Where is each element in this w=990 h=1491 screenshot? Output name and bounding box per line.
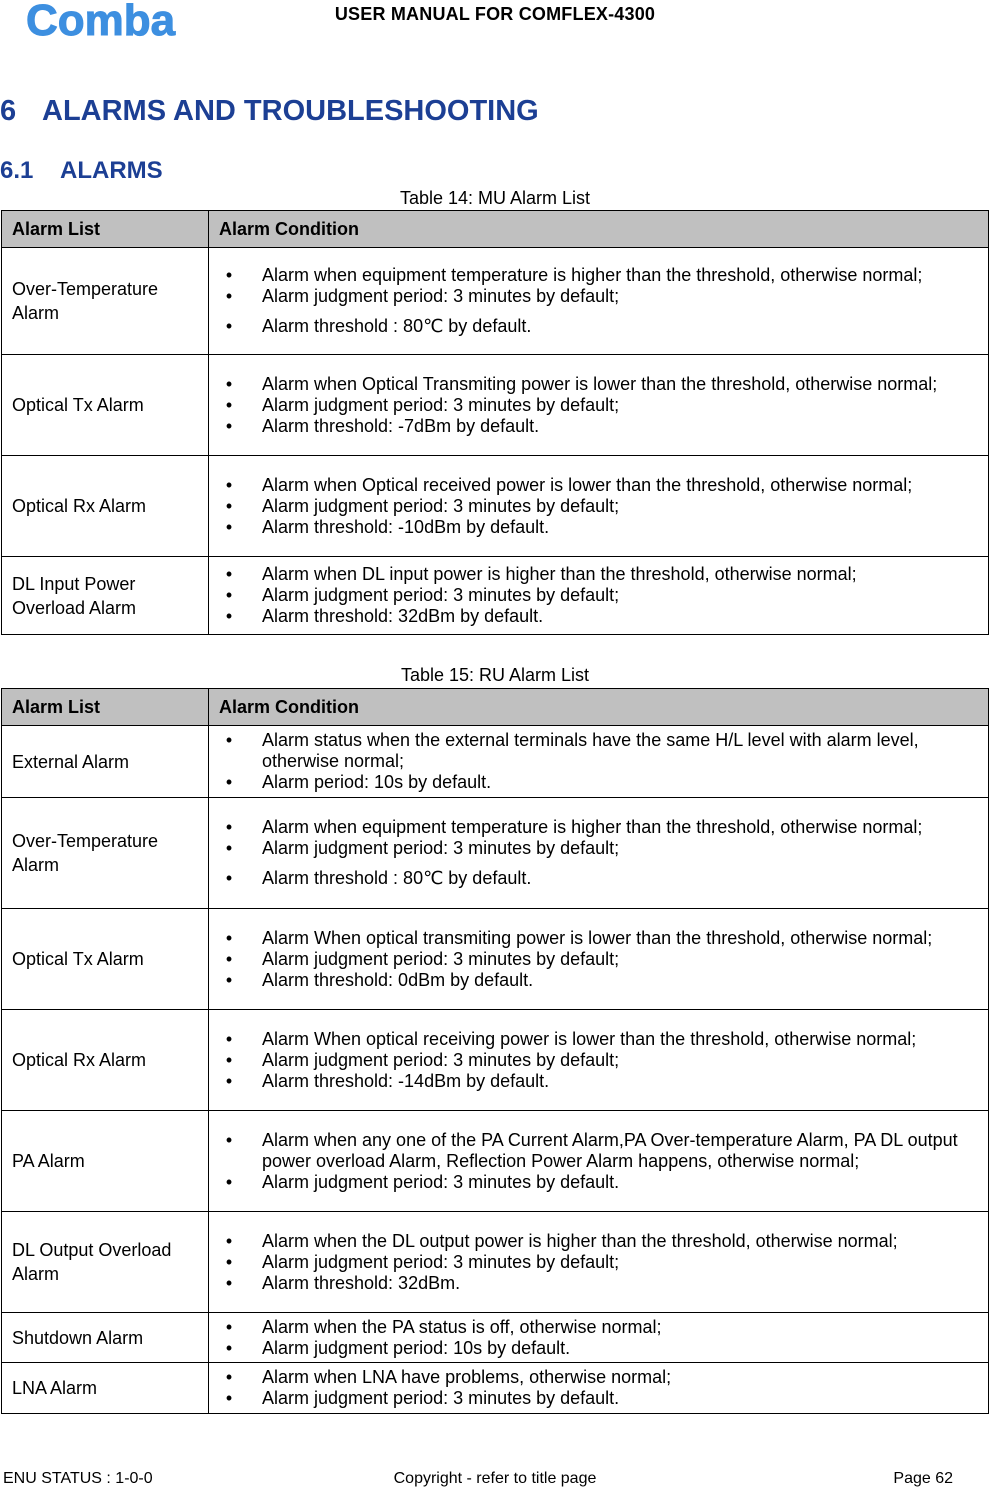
bullet-icon: • [225, 474, 233, 495]
alarm-condition-cell [209, 1363, 989, 1414]
condition-list [209, 373, 988, 438]
bullet-icon: • [225, 1251, 233, 1272]
table-row [2, 1010, 989, 1111]
bullet-icon: • [225, 495, 233, 516]
table-caption-ru: Table 15: RU Alarm List [400, 665, 590, 685]
condition-list [209, 1366, 988, 1410]
condition-item [209, 1273, 988, 1294]
condition-text: Alarm judgment period: 3 minutes by default. [262, 1388, 620, 1408]
condition-item [209, 1029, 988, 1050]
column-header-alarm-condition: Alarm Condition [209, 689, 989, 726]
condition-item [209, 265, 988, 286]
bullet-icon: • [225, 817, 233, 837]
subsection-number: 6.1 [0, 157, 34, 184]
condition-text: Alarm judgment period: 3 minutes by default; [262, 495, 620, 516]
condition-text: Alarm judgment period: 3 minutes by default; [262, 838, 620, 858]
bullet-icon: • [225, 1272, 233, 1293]
footer-copyright: Copyright - refer to title page [393, 1470, 597, 1487]
condition-list [209, 1028, 988, 1093]
condition-item [209, 1071, 988, 1092]
document-title: USER MANUAL FOR COMFLEX-4300 [334, 4, 656, 24]
svg-text:Comba: Comba [26, 0, 176, 42]
table-row [2, 1111, 989, 1212]
alarm-condition-cell [209, 798, 989, 909]
bullet-icon: • [225, 564, 233, 584]
condition-item [209, 1130, 988, 1172]
condition-text: Alarm threshold : 80℃ by default. [262, 316, 532, 336]
alarm-name-cell: LNA Alarm [2, 1363, 209, 1414]
condition-list [209, 1316, 988, 1360]
condition-item [209, 1172, 988, 1193]
alarm-name-cell: DL Input Power Overload Alarm [2, 557, 209, 635]
bullet-icon: • [225, 265, 233, 285]
condition-item [209, 606, 988, 627]
table-row [2, 456, 989, 557]
bullet-icon: • [225, 585, 233, 605]
footer-page-number: Page 62 [893, 1470, 953, 1487]
condition-text: Alarm status when the external terminals have the same H/L level with alarm level, otherwise normal; [262, 730, 919, 771]
subsection-heading [0, 157, 163, 185]
condition-text: Alarm threshold: -7dBm by default. [262, 415, 540, 436]
condition-item [209, 928, 988, 949]
condition-list [209, 1230, 988, 1295]
condition-text: Alarm when equipment temperature is higher than the threshold, otherwise normal; [262, 817, 923, 837]
column-header-alarm-list: Alarm List [2, 211, 209, 248]
alarm-condition-cell [209, 909, 989, 1010]
footer-status: ENU STATUS : 1-0-0 [3, 1470, 153, 1487]
condition-text: Alarm judgment period: 3 minutes by default; [262, 585, 620, 605]
bullet-icon: • [225, 1171, 233, 1192]
condition-text: Alarm threshold: 32dBm. [262, 1272, 461, 1293]
condition-item [209, 970, 988, 991]
table-row [2, 1313, 989, 1363]
column-header-alarm-condition: Alarm Condition [209, 211, 989, 248]
table-row [2, 726, 989, 798]
condition-text: Alarm When optical transmiting power is lower than the threshold, otherwise normal; [262, 927, 933, 948]
bullet-icon: • [225, 316, 233, 336]
alarm-condition-cell [209, 726, 989, 798]
condition-text: Alarm judgment period: 3 minutes by default; [262, 1251, 620, 1272]
alarm-condition-cell [209, 1111, 989, 1212]
condition-list [209, 563, 988, 628]
bullet-icon: • [225, 1129, 233, 1150]
condition-text: Alarm when any one of the PA Current Alarm,PA Over-temperature Alarm, PA DL output power overload Alarm, Reflection Power Alarm happens, otherwise normal; [262, 1129, 958, 1171]
bullet-icon: • [225, 606, 233, 626]
alarm-condition-cell [209, 557, 989, 635]
table-row [2, 355, 989, 456]
table-row [2, 557, 989, 635]
condition-item [209, 949, 988, 970]
subsection-title: ALARMS [60, 157, 163, 184]
condition-text: Alarm judgment period: 3 minutes by default; [262, 948, 620, 969]
condition-item [209, 1252, 988, 1273]
alarm-name-cell: DL Output Overload Alarm [2, 1212, 209, 1313]
bullet-icon: • [225, 1316, 233, 1337]
alarm-condition-cell [209, 1313, 989, 1363]
bullet-icon: • [225, 730, 233, 750]
condition-item [209, 416, 988, 437]
condition-item [209, 1050, 988, 1071]
page-header [0, 0, 990, 50]
condition-text: Alarm judgment period: 3 minutes by default; [262, 1049, 620, 1070]
alarm-name-cell: Optical Rx Alarm [2, 1010, 209, 1111]
table-row [2, 798, 989, 909]
condition-item [209, 395, 988, 416]
alarm-name-cell: Shutdown Alarm [2, 1313, 209, 1363]
condition-text: Alarm when DL input power is higher than the threshold, otherwise normal; [262, 564, 857, 584]
condition-list [209, 264, 988, 338]
condition-text: Alarm when Optical Transmiting power is lower than the threshold, otherwise normal; [262, 373, 938, 394]
ru-alarm-table [1, 688, 989, 1414]
condition-text: Alarm when Optical received power is lower than the threshold, otherwise normal; [262, 474, 913, 495]
alarm-condition-cell [209, 355, 989, 456]
bullet-icon: • [225, 394, 233, 415]
alarm-name-cell: Optical Tx Alarm [2, 909, 209, 1010]
condition-item [209, 730, 988, 772]
table-row [2, 1363, 989, 1414]
alarm-condition-cell [209, 248, 989, 355]
table-row [2, 1212, 989, 1313]
bullet-icon: • [225, 415, 233, 436]
condition-item [209, 585, 988, 606]
table-row [2, 248, 989, 355]
condition-text: Alarm period: 10s by default. [262, 772, 492, 792]
condition-list [209, 1129, 988, 1194]
condition-item [209, 1367, 988, 1388]
condition-list [209, 816, 988, 890]
condition-text: Alarm judgment period: 10s by default. [262, 1337, 571, 1358]
alarm-name-cell: External Alarm [2, 726, 209, 798]
bullet-icon: • [225, 772, 233, 792]
condition-item [209, 374, 988, 395]
alarm-condition-cell [209, 1010, 989, 1111]
condition-text: Alarm judgment period: 3 minutes by default. [262, 1171, 620, 1192]
condition-text: Alarm when the PA status is off, otherwise normal; [262, 1316, 662, 1337]
table-caption-mu: Table 14: MU Alarm List [399, 188, 591, 208]
column-header-alarm-list: Alarm List [2, 689, 209, 726]
condition-item [209, 496, 988, 517]
bullet-icon: • [225, 1049, 233, 1070]
condition-item [209, 1317, 988, 1338]
bullet-icon: • [225, 516, 233, 537]
table-row [2, 909, 989, 1010]
condition-item [209, 1388, 988, 1409]
alarm-name-cell: Over-Temperature Alarm [2, 248, 209, 355]
condition-item [209, 838, 988, 859]
condition-item [209, 286, 988, 307]
section-number: 6 [0, 95, 17, 127]
condition-text: Alarm threshold: -14dBm by default. [262, 1070, 550, 1091]
bullet-icon: • [225, 838, 233, 858]
bullet-icon: • [225, 1230, 233, 1251]
alarm-condition-cell [209, 456, 989, 557]
mu-alarm-table [1, 210, 989, 635]
condition-item [209, 564, 988, 585]
condition-item [209, 475, 988, 496]
bullet-icon: • [225, 373, 233, 394]
condition-text: Alarm judgment period: 3 minutes by default; [262, 394, 620, 415]
section-heading [0, 95, 539, 128]
bullet-icon: • [225, 1367, 233, 1387]
condition-text: Alarm threshold: -10dBm by default. [262, 516, 550, 537]
alarm-name-cell: Over-Temperature Alarm [2, 798, 209, 909]
bullet-icon: • [225, 927, 233, 948]
bullet-icon: • [225, 286, 233, 306]
condition-text: Alarm When optical receiving power is lower than the threshold, otherwise normal; [262, 1028, 917, 1049]
condition-item [209, 817, 988, 838]
condition-text: Alarm judgment period: 3 minutes by default; [262, 286, 620, 306]
condition-text: Alarm threshold : 80℃ by default. [262, 868, 532, 888]
alarm-name-cell: Optical Rx Alarm [2, 456, 209, 557]
section-title: ALARMS AND TROUBLESHOOTING [42, 95, 539, 127]
table-header-row [2, 689, 989, 726]
alarm-name-cell: Optical Tx Alarm [2, 355, 209, 456]
condition-text: Alarm when equipment temperature is higher than the threshold, otherwise normal; [262, 265, 923, 285]
bullet-icon: • [225, 1070, 233, 1091]
bullet-icon: • [225, 948, 233, 969]
condition-item [209, 1231, 988, 1252]
bullet-icon: • [225, 969, 233, 990]
condition-list [209, 729, 988, 794]
condition-item [209, 772, 988, 793]
condition-item [209, 1338, 988, 1359]
bullet-icon: • [225, 868, 233, 888]
table-header-row [2, 211, 989, 248]
condition-text: Alarm threshold: 32dBm by default. [262, 606, 544, 626]
condition-list [209, 474, 988, 539]
bullet-icon: • [225, 1388, 233, 1408]
bullet-icon: • [225, 1028, 233, 1049]
condition-item [209, 868, 988, 889]
condition-item [209, 316, 988, 337]
condition-text: Alarm threshold: 0dBm by default. [262, 969, 534, 990]
alarm-condition-cell [209, 1212, 989, 1313]
condition-item [209, 517, 988, 538]
condition-text: Alarm when LNA have problems, otherwise normal; [262, 1367, 672, 1387]
condition-text: Alarm when the DL output power is higher than the threshold, otherwise normal; [262, 1230, 898, 1251]
condition-list [209, 927, 988, 992]
alarm-name-cell: PA Alarm [2, 1111, 209, 1212]
bullet-icon: • [225, 1337, 233, 1358]
